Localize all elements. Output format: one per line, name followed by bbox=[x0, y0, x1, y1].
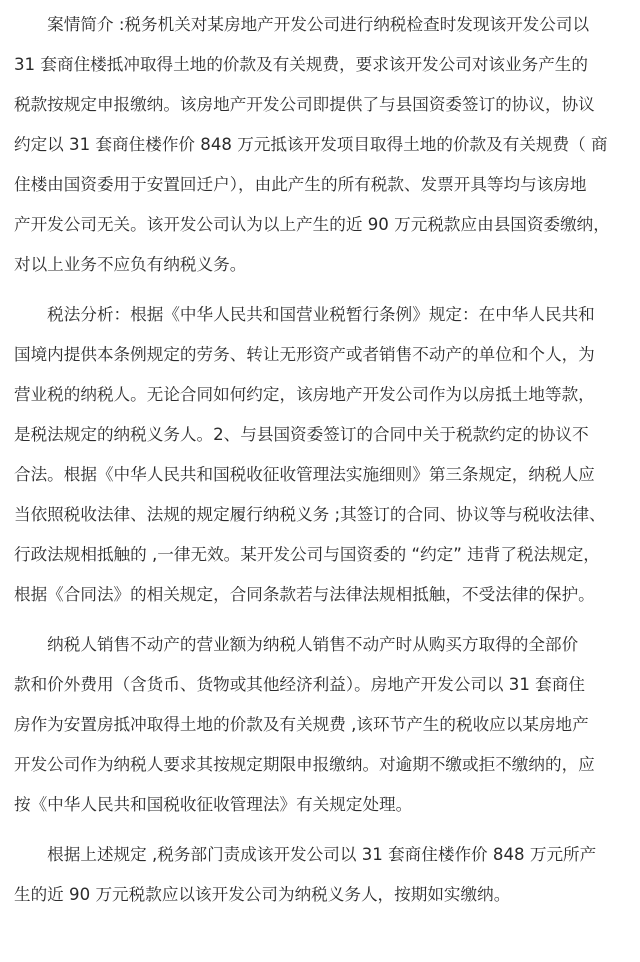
text-line: 是税法规定的纳税义务人。2、与县国资委签订的合同中关于税款约定的协议不 bbox=[14, 425, 589, 444]
text-line: 房作为安置房抵冲取得土地的价款及有关规费 ,该环节产生的税收应以某房地产 bbox=[14, 715, 589, 734]
text-line: 31 套商住楼抵冲取得土地的价款及有关规费，要求该开发公司对该业务产生的 bbox=[14, 55, 588, 74]
text-line: 产开发公司无关。该开发公司认为以上产生的近 90 万元税款应由县国资委缴纳， bbox=[14, 215, 610, 234]
text-line: 住楼由国资委用于安置回迁户），由此产生的所有税款、发票开具等均与该房地 bbox=[14, 175, 587, 194]
text-line: 生的近 90 万元税款应以该开发公司为纳税义务人，按期如实缴纳。 bbox=[14, 885, 511, 904]
paragraph-case-summary bbox=[14, 5, 628, 285]
text-line: 行政法规相抵触的 ,一律无效。某开发公司与国资委的 “约定” 违背了税法规定， bbox=[14, 545, 600, 564]
paragraph-tax-analysis bbox=[14, 295, 628, 615]
text-line: 款和价外费用（含货币、货物或其他经济利益）。房地产开发公司以 31 套商住 bbox=[14, 675, 585, 694]
text-line: 税款按规定申报缴纳。该房地产开发公司即提供了与县国资委签订的协议，协议 bbox=[14, 95, 595, 114]
text-line: 根据上述规定 ,税务部门责成该开发公司以 31 套商住楼作价 848 万元所产 bbox=[14, 845, 597, 864]
text-line: 税法分析：根据《中华人民共和国营业税暂行条例》规定：在中华人民共和 bbox=[14, 305, 595, 324]
text-line: 约定以 31 套商住楼作价 848 万元抵该开发项目取得土地的价款及有关规费（ 商 bbox=[14, 135, 608, 154]
text-line: 当依照税收法律、法规的规定履行纳税义务 ;其签订的合同、协议等与税收法律、 bbox=[14, 505, 606, 524]
text-line: 根据《合同法》的相关规定，合同条款若与法律法规相抵触，不受法律的保护。 bbox=[14, 585, 595, 604]
text-line: 合法。根据《中华人民共和国税收征收管理法实施细则》第三条规定，纳税人应 bbox=[14, 465, 595, 484]
paragraph-turnover-definition bbox=[14, 625, 628, 825]
text-line: 开发公司作为纳税人要求其按规定期限申报缴纳。对逾期不缴或拒不缴纳的，应 bbox=[14, 755, 595, 774]
text-line: 纳税人销售不动产的营业额为纳税人销售不动产时从购买方取得的全部价 bbox=[14, 635, 579, 654]
text-line: 国境内提供本条例规定的劳务、转让无形资产或者销售不动产的单位和个人，为 bbox=[14, 345, 595, 364]
text-line: 营业税的纳税人。无论合同如何约定，该房地产开发公司作为以房抵土地等款， bbox=[14, 385, 595, 404]
text-line: 对以上业务不应负有纳税义务。 bbox=[14, 255, 247, 274]
paragraph-conclusion bbox=[14, 835, 628, 915]
text-line: 案情简介 :税务机关对某房地产开发公司进行纳税检查时发现该开发公司以 bbox=[14, 15, 590, 34]
text-line: 按《中华人民共和国税收征收管理法》有关规定处理。 bbox=[14, 795, 413, 814]
